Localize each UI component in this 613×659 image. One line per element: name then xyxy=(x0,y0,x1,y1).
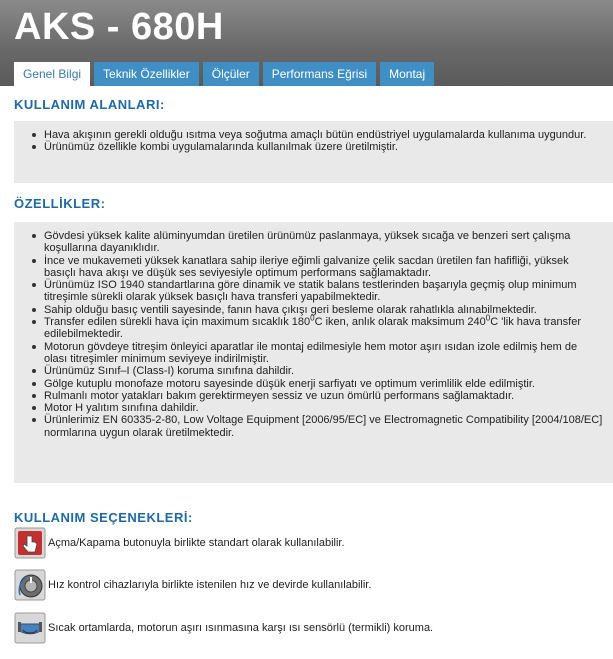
product-title: AKS - 680H xyxy=(14,6,224,48)
tab-performans-egrisi[interactable]: Performans Eğrisi xyxy=(263,62,376,86)
list-item-transfer xyxy=(44,313,603,341)
tab-olculer[interactable]: Ölçüler xyxy=(203,62,259,86)
transfer-text-3: C 'lik hava transfer edilebilmektedir. xyxy=(44,316,581,341)
list-item: Motorun gövdeye titreşim önleyici aparatlar ile montaj edilmesiyle hem motor aşırı ısıdan izole edilmiş hem de olası titreşimler minimum seviyeye indirilmiştir. xyxy=(44,341,603,366)
features-title: ÖZELLİKLER: xyxy=(14,196,106,211)
list-item: Ürünümüz ISO 1940 standartlarına göre dinamik ve statik balans testlerinden başarıyla geçmiş olup minimum titreşimle sürekli olarak yüksek basıçlı hava transferi yapabilmektedir. xyxy=(44,279,603,304)
option-row-speed xyxy=(14,569,371,601)
tab-bar xyxy=(14,62,438,86)
features-list xyxy=(14,222,613,439)
transfer-text-2: C iken, anlık olarak maksimum 240 xyxy=(314,316,486,329)
tab-montaj[interactable]: Montaj xyxy=(380,62,434,86)
option-row-thermal xyxy=(14,612,433,644)
option-row-power xyxy=(14,527,345,559)
degree-sup-2: 0 xyxy=(485,313,491,323)
list-item: İnce ve mukavemeti yüksek kanatlara sahip ileriye eğimli galvanize çelik sacdan üretilen fan hafifliği, yüksek basıçlı hava akışı ve düşük ses seviyesiyle optimum performans sağlamaktadır. xyxy=(44,255,603,280)
list-item: Ürünümüz Sınıf–I (Class-I) koruma sınıfına dahildir. xyxy=(44,365,603,377)
list-item: Ürünlerimiz EN 60335-2-80, Low Voltage Equipment [2006/95/EC] ve Electromagnetic Compatibility [2004/108/EC] normlarına uygun olarak üretilmektedir. xyxy=(44,414,603,439)
transfer-text-1: Transfer edilen sürekli hava için maximum sıcaklık 180 xyxy=(44,316,311,329)
list-item: Rulmanlı motor yatakları bakım gerektirmeyen sessiz ve uzun ömürlü performans sağlamaktadır. xyxy=(44,390,603,402)
option-text-thermal: Sıcak ortamlarda, motorun aşırı ısınmasına karşı ısı sensörlü (termikli) koruma. xyxy=(48,622,434,634)
tab-teknik-ozellikler[interactable]: Teknik Özellikler xyxy=(94,62,199,86)
usage-areas-panel xyxy=(14,121,613,183)
thermal-sensor-icon xyxy=(14,612,46,644)
usage-options-title: KULLANIM SEÇENEKLERİ: xyxy=(14,510,193,525)
product-header xyxy=(0,0,613,86)
usage-areas-list xyxy=(14,121,613,154)
list-item: Hava akışının gerekli olduğu ısıtma veya soğutma amaçlı bütün endüstriyel uygulamalarda kullanıma uygundur. xyxy=(44,129,603,141)
option-text-speed: Hız kontrol cihazlarıyla birlikte istenilen hız ve devirde kullanılabilir. xyxy=(48,579,372,591)
list-item: Motor H yalıtım sınıfına dahildir. xyxy=(44,402,603,414)
power-button-icon xyxy=(14,527,46,559)
option-text-power: Açma/Kapama butonuyla birlikte standart olarak kullanılabilir. xyxy=(48,537,345,549)
speed-control-icon xyxy=(14,569,46,601)
tab-genel-bilgi[interactable]: Genel Bilgi xyxy=(14,62,90,86)
list-item: Gölge kutuplu monofaze motoru sayesinde düşük enerji sarfiyatı ve optimum verimlilik elde edilmiştir. xyxy=(44,378,603,390)
list-item: Sahip olduğu basıç ventili sayesinde, fanın hava çıkışı geri besleme olarak rahatlıkla alınabilmektedir. xyxy=(44,304,603,316)
list-item: Ürünümüz özellikle kombi uygulamalarında kullanılmak üzere üretilmiştir. xyxy=(44,141,603,153)
degree-sup-1: 0 xyxy=(310,313,315,323)
list-item: Gövdesi yüksek kalite alüminyumdan üretilen ürünümüz paslanmaya, yüksek sıcağa ve benzeri sert çalışma koşullarına dayanıklıdır. xyxy=(44,230,603,255)
features-panel xyxy=(14,222,613,483)
usage-areas-title: KULLANIM ALANLARI: xyxy=(14,97,165,112)
